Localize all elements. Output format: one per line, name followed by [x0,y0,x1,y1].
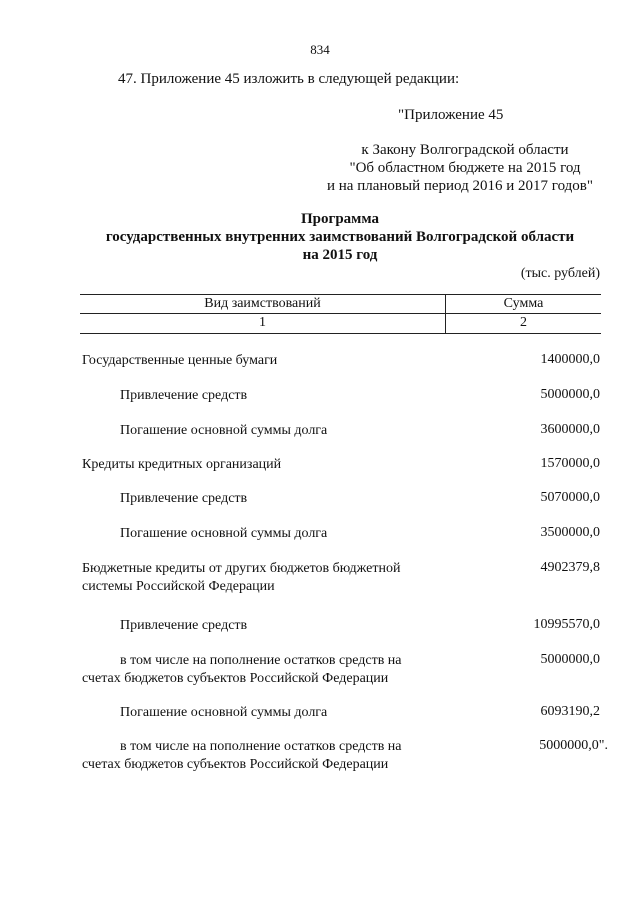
table-row-value: 5000000,0 [540,652,600,667]
table-row-label: Привлечение средств [120,618,248,633]
column-index-2: 2 [520,315,527,330]
table-row-label-line-2: счетах бюджетов субъектов Российской Федерации [82,757,389,772]
table-row-label-line-1: в том числе на пополнение остатков средств на [120,653,402,668]
table-row-value: 5070000,0 [540,490,600,505]
appendix-line-3: и на плановый период 2016 и 2017 годов" [327,178,593,194]
heading-line-2: государственных внутренних заимствований Волгоградской области [105,229,575,245]
table-row-label-line-1: Бюджетные кредиты от других бюджетов бюджетной [82,561,401,576]
table-row-label: Погашение основной суммы долга [120,423,328,438]
table-row-label: Государственные ценные бумаги [82,353,278,368]
table-row-label: Привлечение средств [120,388,248,403]
table-header-bottom-border [80,333,601,334]
table-top-border [80,294,601,295]
table-row-value: 3500000,0 [540,525,600,540]
table-row-value: 1570000,0 [540,456,600,471]
table-header-divider [80,313,601,314]
heading-line-1: Программа [301,211,379,227]
appendix-line-2: "Об областном бюджете на 2015 год [349,160,581,176]
table-row-label: Привлечение средств [120,491,248,506]
table-row-value: 5000000,0 [540,387,600,402]
table-row-label: Погашение основной суммы долга [120,526,328,541]
column-index-1: 1 [259,315,266,330]
table-row-value: 4902379,8 [540,560,600,575]
table-row-label-line-2: счетах бюджетов субъектов Российской Федерации [82,671,389,686]
table-row-label: Кредиты кредитных организаций [82,457,282,472]
heading-line-3: на 2015 год [302,247,378,263]
units-label: (тыс. рублей) [520,266,600,281]
intro-text: 47. Приложение 45 изложить в следующей редакции: [118,71,460,87]
table-row-value: 5000000,0". [539,738,608,753]
table-row-value: 6093190,2 [540,704,600,719]
table-row-value: 10995570,0 [533,617,600,632]
table-row-label-line-1: в том числе на пополнение остатков средств на [120,739,402,754]
appendix-title: "Приложение 45 [398,107,504,123]
table-row-label: Погашение основной суммы долга [120,705,328,720]
page-number: 834 [310,42,330,57]
table-row-value: 1400000,0 [540,352,600,367]
table-row-value: 3600000,0 [540,422,600,437]
column-header-amount: Сумма [503,296,544,311]
column-header-type: Вид заимствований [204,296,321,311]
appendix-line-1: к Закону Волгоградской области [361,142,569,158]
table-row-label-line-2: системы Российской Федерации [82,579,275,594]
